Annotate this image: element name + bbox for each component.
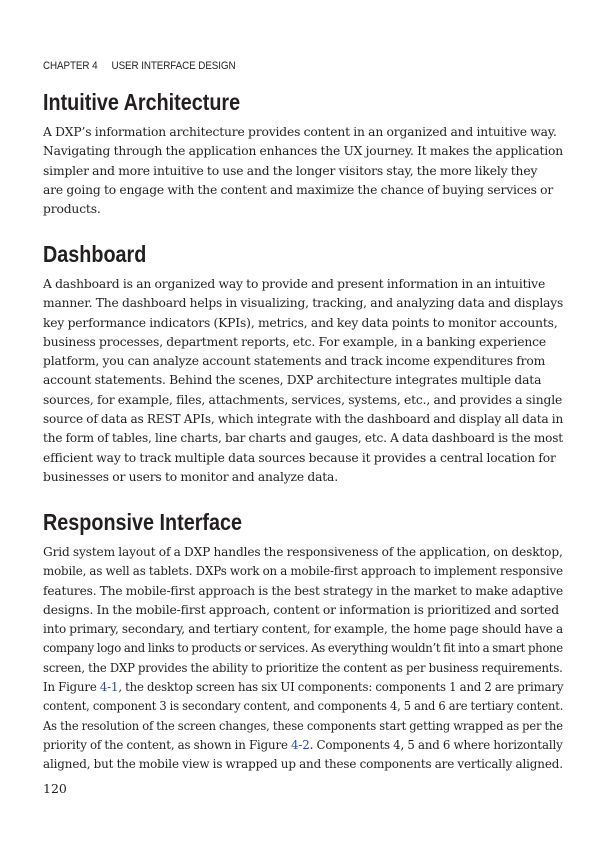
section-intuitive-architecture bbox=[43, 89, 563, 219]
chapter-title: USER INTERFACE DESIGN bbox=[111, 60, 236, 72]
text-line: account statements. Behind the scenes, DXP architecture integrates multiple data bbox=[43, 373, 542, 388]
text-line: designs. In the mobile-first approach, content or information is prioritized and sorted bbox=[43, 602, 560, 617]
section-responsive-interface bbox=[43, 509, 563, 775]
text-line: company logo and links to products or services. As everything wouldn’t fit into a smart phone bbox=[43, 641, 563, 656]
text-line: aligned, but the mobile view is wrapped up and these components are vertically aligned. bbox=[43, 757, 563, 772]
section-paragraph bbox=[43, 275, 563, 487]
text-line: simpler and more intuitive to use and the longer visitors stay, the more likely they bbox=[43, 163, 538, 178]
section-heading: Intuitive Architecture bbox=[43, 89, 241, 115]
text-line: screen, the DXP provides the ability to prioritize the content as per business requirements. bbox=[43, 660, 563, 675]
running-head bbox=[43, 60, 236, 72]
text-line: are going to engage with the content and maximize the chance of buying services or bbox=[43, 182, 554, 197]
text-line: key performance indicators (KPIs), metrics, and key data points to monitor accounts, bbox=[43, 315, 558, 330]
text-line: features. The mobile-first approach is the best strategy in the market to make adaptive bbox=[43, 583, 564, 598]
text-line: sources, for example, files, attachments, services, systems, etc., and provides a single bbox=[43, 392, 563, 407]
text-fragment: priority of the content, as shown in Figure bbox=[43, 737, 292, 752]
page-number: 120 bbox=[43, 781, 67, 796]
section-heading: Dashboard bbox=[43, 241, 147, 267]
text-line bbox=[43, 678, 564, 697]
text-line: into primary, secondary, and tertiary content, for example, the home page should have a bbox=[43, 622, 564, 637]
text-line: Grid system layout of a DXP handles the responsiveness of the application, on desktop, bbox=[43, 545, 563, 559]
text-line: As the resolution of the screen changes, these components start getting wrapped as per the bbox=[43, 718, 563, 733]
text-line: platform, you can analyze account statements and track income expenditures from bbox=[43, 354, 546, 369]
text-fragment: In Figure bbox=[43, 680, 100, 695]
section-paragraph bbox=[43, 123, 563, 219]
text-line: Navigating through the application enhances the UX journey. It makes the application bbox=[43, 144, 564, 159]
section-heading: Responsive Interface bbox=[43, 509, 242, 535]
text-line: mobile, as well as tablets. DXPs work on a mobile-first approach to implement responsive bbox=[43, 564, 563, 579]
text-line: business processes, department reports, etc. For example, in a banking experience bbox=[43, 334, 547, 349]
text-line: A DXP’s information architecture provides content in an organized and intuitive way. bbox=[43, 125, 557, 139]
section-dashboard bbox=[43, 241, 563, 487]
figure-link[interactable]: 4-1 bbox=[99, 680, 119, 695]
text-line: A dashboard is an organized way to provide and present information in an intuitive bbox=[43, 277, 546, 291]
text-line: manner. The dashboard helps in visualizing, tracking, and analyzing data and displays bbox=[43, 296, 564, 311]
figure-link[interactable]: 4-2 bbox=[291, 737, 310, 752]
text-line: efficient way to track multiple data sources because it provides a central location for bbox=[43, 450, 556, 465]
section-paragraph bbox=[43, 543, 563, 775]
text-line: source of data as REST APIs, which integrate with the dashboard and display all data in bbox=[43, 412, 564, 427]
text-line: content, component 3 is secondary content, and components 4, 5 and 6 are tertiary content. bbox=[43, 699, 564, 714]
text-line: the form of tables, line charts, bar charts and gauges, etc. A data dashboard is the most bbox=[43, 431, 563, 446]
text-fragment: . Components 4, 5 and 6 where horizontally bbox=[309, 737, 563, 752]
chapter-label: CHAPTER 4 bbox=[43, 60, 98, 72]
text-line: products. bbox=[43, 202, 101, 217]
text-line bbox=[43, 736, 563, 755]
text-fragment: , the desktop screen has six UI components: components 1 and 2 are primary bbox=[118, 680, 564, 695]
text-line: businesses or users to monitor and analyze data. bbox=[43, 469, 338, 484]
